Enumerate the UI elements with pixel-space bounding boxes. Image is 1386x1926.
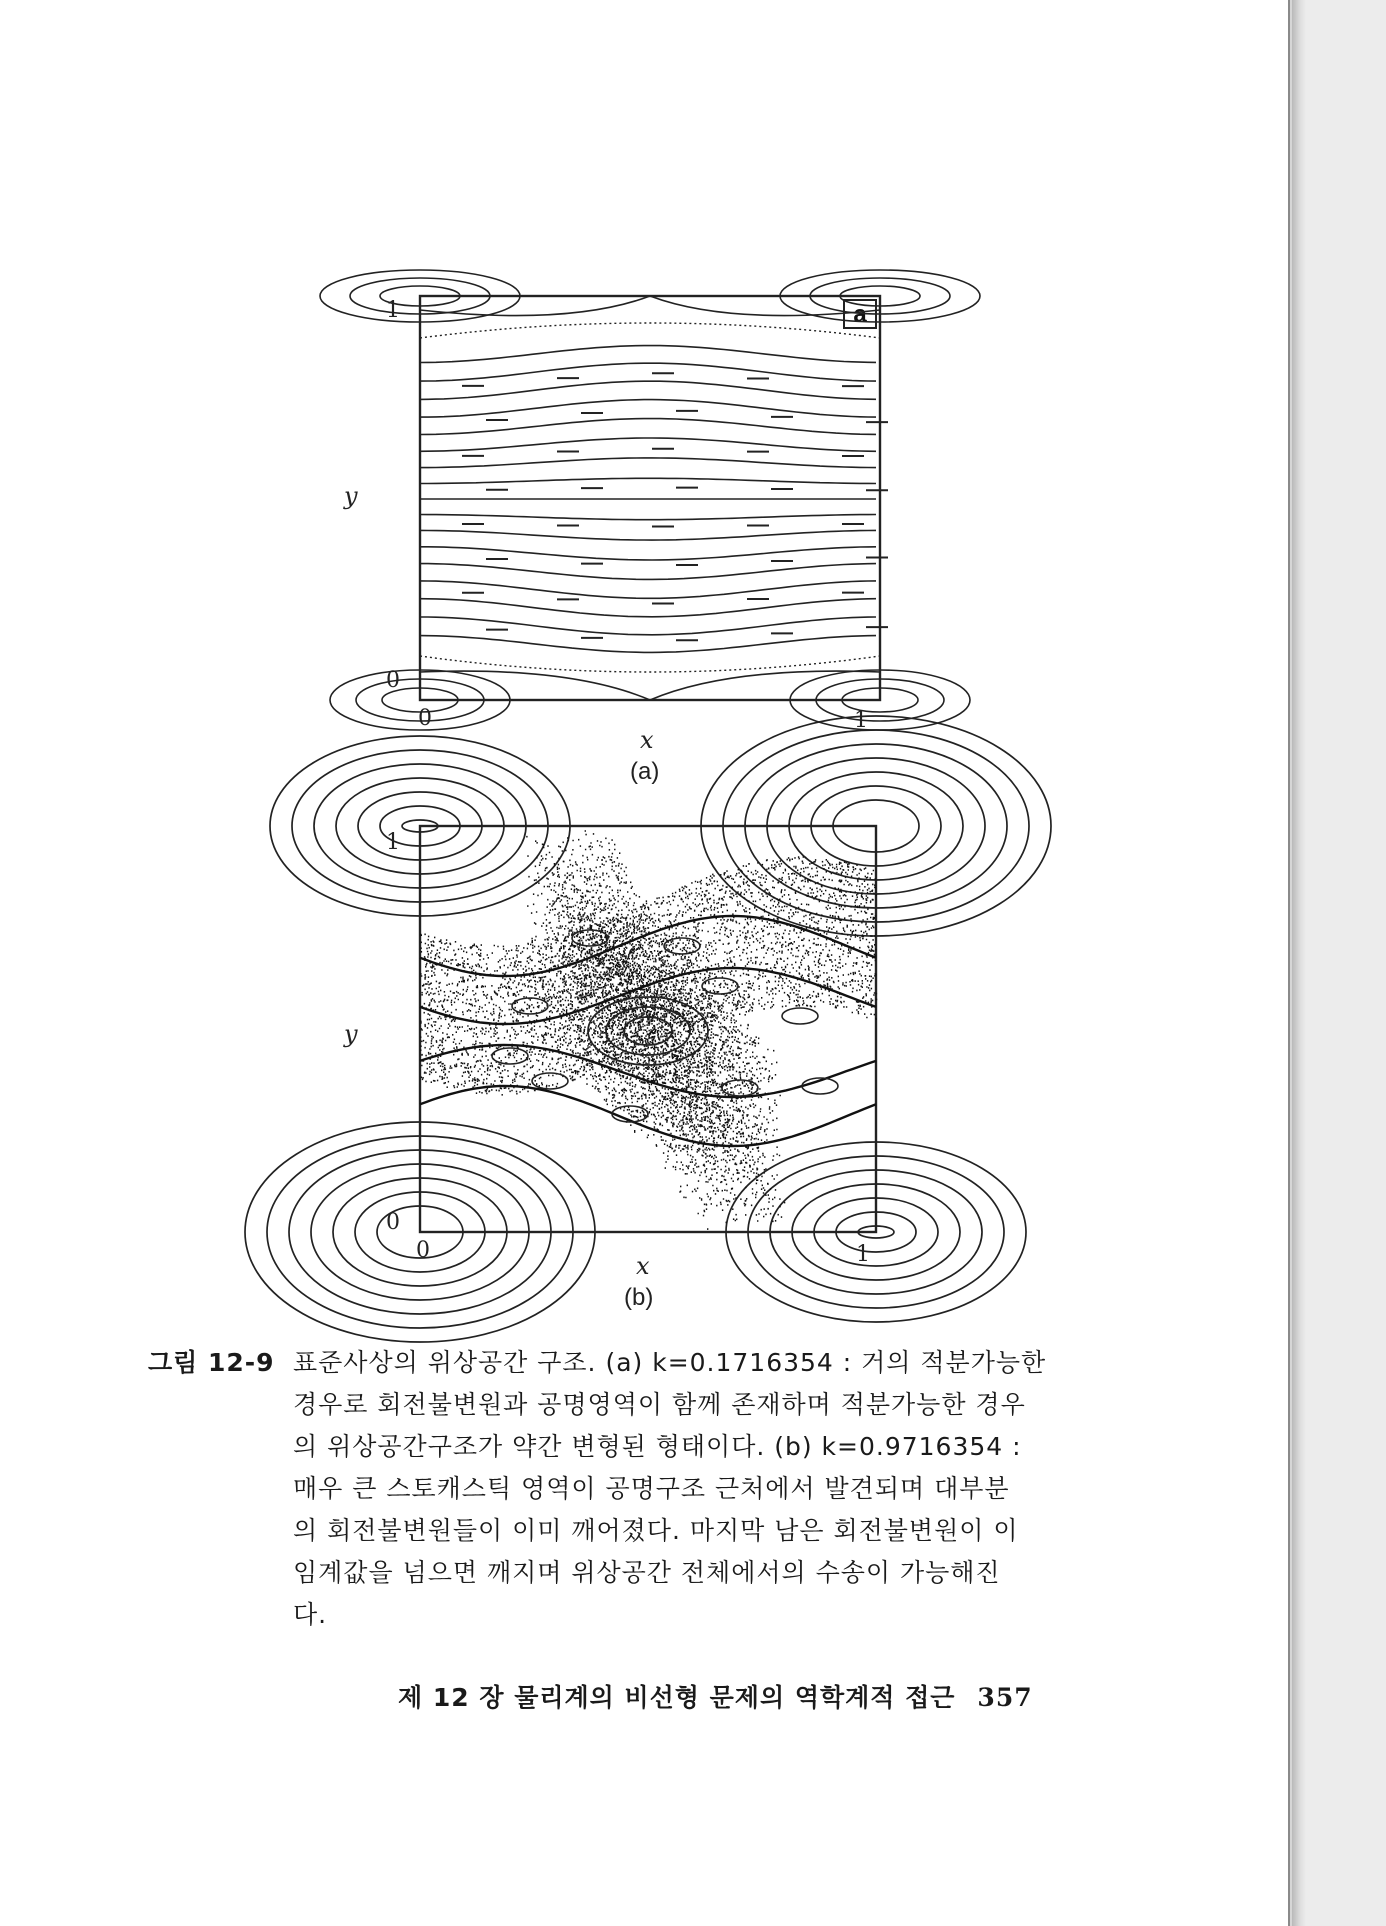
plot-a-y-bottom-label: 0 <box>386 668 400 693</box>
plot-b-canvas <box>420 826 876 1232</box>
plot-a-x-left-label: 0 <box>418 706 432 731</box>
caption-line-2: 경우로 회전불변원과 공명영역이 함께 존재하며 적분가능한 경우 <box>293 1390 1026 1419</box>
plot-a-canvas <box>420 296 880 700</box>
plot-b-subcaption: (b) <box>624 1284 654 1311</box>
plot-b-x-right-label: 1 <box>856 1242 870 1267</box>
caption-line-1: 표준사상의 위상공간 구조. (a) k=0.1716354 : 거의 적분가능한 <box>293 1348 1047 1377</box>
plot-a-y-top-label: 1 <box>386 298 400 323</box>
plot-b-y-top-label: 1 <box>386 830 400 855</box>
caption-line-7: 다. <box>293 1600 328 1629</box>
chapter-title: 제 12 장 물리계의 비선형 문제의 역학계적 접근 <box>398 1683 956 1712</box>
plot-b-y-bottom-label: 0 <box>386 1210 400 1235</box>
caption-line-6: 임계값을 넘으면 깨지며 위상공간 전체에서의 수송이 가능해진 <box>293 1558 1001 1587</box>
caption-line-5: 의 회전불변원들이 이미 깨어졌다. 마지막 남은 회전불변원이 이 <box>293 1516 1019 1545</box>
plot-a-y-axis-label: y <box>344 482 358 510</box>
plot-b-y-axis-label: y <box>344 1020 358 1048</box>
phase-space-plot-b <box>420 826 876 1232</box>
plot-b-x-left-label: 0 <box>416 1238 430 1263</box>
page-number: 357 <box>977 1683 1033 1712</box>
caption-line-3: 의 위상공간구조가 약간 변형된 형태이다. (b) k=0.9716354 : <box>293 1432 1022 1461</box>
plot-a-badge-text: a <box>853 301 867 328</box>
plot-b-frame <box>420 826 876 1232</box>
plot-a-x-axis-label: x <box>640 726 654 754</box>
caption-line-4: 매우 큰 스토캐스틱 영역이 공명구조 근처에서 발견되며 대부분 <box>293 1474 1010 1503</box>
caption-label: 그림 12-9 <box>148 1348 275 1377</box>
figure-caption <box>148 1342 1088 1636</box>
plot-a-x-right-label: 1 <box>854 708 868 733</box>
phase-space-plot-a <box>420 296 880 700</box>
page-footer <box>398 1678 1088 1714</box>
page-edge-shadow <box>1292 0 1306 1926</box>
plot-b-x-axis-label: x <box>636 1252 650 1280</box>
plot-a-subcaption: (a) <box>630 758 660 785</box>
